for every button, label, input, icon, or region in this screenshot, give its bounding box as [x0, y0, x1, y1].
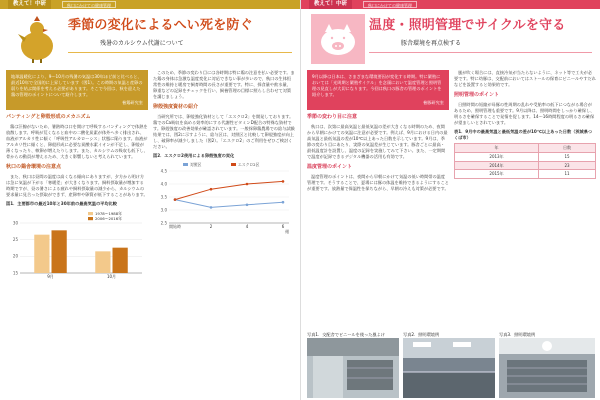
right-header-bar — [301, 0, 600, 9]
left-column-2 — [153, 70, 295, 235]
data-point — [246, 183, 249, 186]
legend-swatch — [231, 163, 236, 166]
bar — [95, 251, 110, 273]
data-point — [210, 206, 213, 209]
left-paragraph-1: 鶏は汗腺がないため、暑熱時は口を開けて呼吸するパンティングで体熱を放散します。呼吸が荒くなると血中の二酸化炭素が体外へ多く排出され、血液がアルカリ性に傾く「呼吸性アルカローシス」状態に陥ります。血液がアルカリ性に傾くと、卵殻形成に必要な炭酸水素イオンが不足し、卵殻が薄くなったり、軟卵が増えたりします。また、カルシウムの吸収も低下し、骨からの動員が増えるため、大きく影響しないと考えられています。 — [6, 123, 148, 160]
table-row — [455, 170, 596, 179]
lighting-photo-2 — [499, 338, 595, 398]
y-tick-label: 20 — [12, 253, 18, 259]
photo-1-caption: 写真1．交配舎でビニールを使った風よけ — [307, 332, 385, 337]
data-point — [210, 188, 213, 191]
table-row — [455, 152, 596, 161]
legend-label: 対照区 — [190, 162, 202, 168]
legend-swatch — [88, 212, 93, 215]
left-section-tag: 教えて！中研 — [8, 0, 51, 9]
right-section-tag: 教えて！中研 — [309, 0, 352, 9]
data-point — [282, 180, 285, 183]
x-tick-label: 4 — [245, 224, 249, 230]
legend-label: 1978〜1988年 — [95, 211, 122, 216]
right-article-title: 温度・照明管理でサイクルを守る — [369, 18, 566, 33]
left-column-1 — [6, 70, 148, 283]
table-cell-days: 11 — [539, 170, 596, 179]
table-cell-days: 日数 — [539, 144, 596, 153]
bar — [34, 235, 49, 273]
x-tick-label: 6 — [281, 224, 285, 230]
left-article-title: 季節の変化によるへい死を防ぐ — [68, 18, 253, 33]
y-tick-label: 4.0 — [160, 181, 167, 187]
left-c2-paragraph-2: 当研究所では、卵殻強化資材として「エスクロ2」を開発しております。鶏でのCa吸収を高める効率的にする代謝性ビタミンD配合の特殊な資材です。卵殻強度の改善効果が確認されています。一般採卵鶏農場での給与試験結果では、図2に示すように、給与区は、対照区と比較して卵殻強度が向上し、破卵率が減少しました（図2）。「エスクロ2」のご利用をぜひご検討ください。 — [153, 113, 295, 150]
x-tick-label: 10月 — [106, 274, 117, 279]
legend-swatch — [183, 163, 188, 166]
y-tick-label: 4.5 — [160, 168, 167, 174]
table-cell-days: 23 — [539, 161, 596, 170]
barn-windbreak-photo — [307, 338, 399, 398]
table1-title: 表1．9月中の最高気温と最低気温の差が10℃以上あった日数（茨城県つくば市） — [454, 128, 593, 140]
right-c2-heading: 照明管理のポイント — [454, 92, 500, 99]
right-intro-author: 養豚研究室 — [423, 100, 444, 106]
bar — [113, 248, 128, 273]
y-tick-label: 2.5 — [160, 220, 167, 226]
photo-3-caption: 写真3．照明環境例 — [499, 332, 536, 337]
data-point — [282, 201, 285, 204]
table-row — [455, 161, 596, 170]
fig1-title: 図1．主要都市の最近10年と30年前の最高気温の平均比較 — [6, 200, 117, 206]
table-cell-year: 2014年 — [455, 161, 539, 170]
fig2-title: 図2．エスクロ2使用による卵殻強度の変化 — [153, 153, 235, 159]
y-tick-label: 25 — [12, 237, 18, 243]
fig1-bar-chart — [6, 209, 148, 283]
y-tick-label: 30 — [12, 220, 18, 226]
fig2-line-chart — [153, 161, 295, 235]
right-title-rule — [369, 52, 592, 53]
right-paragraph-2: 温度管理のポイントは、夜間から早朝にかけて気温の低い時間帯の温度管理です。そうすることで、夏場には豚の体温を維持できるようにすることが重要です。放熱量で保温性を保ちながら、早朝の冷えも対策が必要です。 — [307, 173, 449, 191]
photo-1 — [307, 332, 399, 398]
legend-label: 2006〜2016年 — [95, 216, 122, 221]
left-heading-2: 秋口の鶏舎環境の注意点 — [6, 164, 62, 171]
data-point — [246, 204, 249, 207]
right-paragraph-1: 秋口は、次第に最高気温と最低気温の差が大きくなる時期のため、夜間から早朝にかけての気温に注意が必要です。例えば、9月における日内の最高気温と最低気温の差が10℃以上あった日数を示しています。9月は、季節の変わり目にあたり、実際の気温差が生じています。豚舎ごとに最高・最低温度計を設置し、温度の記録を実施してみて下さい。また、一定期間で温度が記録できるデジタル機器の活用も有効です。 — [307, 123, 448, 160]
left-intro-box — [6, 70, 148, 110]
right-section-sub: 秋口にかけての健康管理 — [363, 1, 417, 8]
right-heading-1: 季節の変わり目に注意 — [307, 114, 358, 121]
right-c2-paragraph-1: 風が吹く場合には、直接冷気が当たらないように、ネット等で工夫が必要です。特に幼豚は、交配前においてはストールの保育にビニールやすだれなどを設置すると効果的です。 — [454, 70, 596, 88]
right-column-2 — [454, 70, 596, 179]
left-intro-author: 養鶏研究室 — [122, 100, 143, 106]
left-c2-paragraph-1: このため、季節の変わり目には各時期は特に鶏の注意を払い必要です。また鶏の身体は急激な温度変化に対応できない事が多いので、秋口の生体恒常性の維持と暖房で飼育時間の長さが重要です。特に、採食量や飲水量、卵重などの記録をチェックを行い、飼養管理の目標に照らし合わせて対策を講じましょう。 — [153, 70, 295, 100]
legend-label: エスクロ2区 — [238, 162, 260, 168]
table-cell-year: 2013年 — [455, 152, 539, 161]
left-article-subtitle: 残暑のカルシウム代謝について — [100, 40, 184, 47]
table-cell-days: 15 — [539, 152, 596, 161]
table-row — [455, 144, 596, 153]
photo-strip — [301, 324, 600, 400]
x-tick-label: 開始時 — [169, 224, 181, 230]
x-tick-label: 9月 — [47, 274, 54, 279]
bar — [52, 230, 67, 273]
x-tick-label: 2 — [209, 224, 213, 230]
y-tick-label: 3.5 — [160, 194, 167, 200]
left-heading-1: パンティングと卵殻形成のメカニズム — [6, 114, 91, 121]
left-c2-heading: 卵殻強度資材の紹介 — [153, 104, 199, 111]
right-article-subtitle: 豚舎環境を再点検する — [401, 40, 462, 47]
chicken-icon — [10, 14, 64, 64]
y-tick-label: 3.0 — [160, 207, 167, 213]
right-c2-paragraph-2: 日照時間の短縮が母豚の性周期の乱れや受胎率の低下につながる場合があるため、照明管理も重要です。9月以降は、照明時間をしっかり確保し、明るさを確保することで発情を促します。14〜16時間程度の明るさの確保が望ましいとされています。 — [454, 101, 595, 125]
photo-3 — [499, 332, 595, 398]
left-section-sub: 秋口にかけての健康管理 — [62, 1, 116, 8]
photo-2-caption: 写真2．照明環境例 — [403, 332, 440, 337]
right-heading-2: 温度管理のポイント — [307, 164, 353, 171]
right-intro-text: 9月以降は日本は、さまざまな環境要因が変化する時期。特に繁殖においては「光周期と繁殖サイクル」を念頭において温度管理と照明管理の見直しが大切になります。今回は秋口の豚舎の管理のポイントを紹介します。 — [312, 74, 442, 98]
y-tick-label: 15 — [12, 270, 18, 276]
pig-icon — [311, 14, 365, 64]
photo-2 — [403, 332, 495, 398]
temperature-days-table — [454, 143, 596, 179]
table-cell-year: 2015年 — [455, 170, 539, 179]
table-cell-year: 年 — [455, 144, 539, 153]
right-column-1 — [307, 70, 449, 194]
left-intro-text: 地球温暖化により、9〜10月の残暑の気温は30年ほど前と比べると、最近10年で全国的に上昇しています（図1）。この時期の気温と産卵の弱りを結ぶ関係を考える必要があります。そこで今回は、秋を迎えた鶏の管理のポイントについて紹介します。 — [11, 74, 143, 98]
left-title-rule — [68, 52, 292, 53]
right-intro-box — [307, 70, 449, 110]
x-axis-label: 週 — [285, 229, 289, 235]
right-article — [300, 0, 600, 400]
lighting-photo-1 — [403, 338, 495, 398]
left-paragraph-2: また、秋口は昼間の温度は高くなる傾向にありますが、夕方から明け方は急に気温が下がる「寒暖差」が大きくなります。飼料摂取量が増加する時期ですが、昼の暑さによる疲れや飼料摂取量の減少から、カルシウムの要求量に見合った摂取ができず、産卵率や卵質が低下することがあります。 — [6, 173, 148, 197]
data-point — [174, 199, 177, 202]
left-header-bar — [0, 0, 300, 9]
legend-swatch — [88, 217, 93, 220]
